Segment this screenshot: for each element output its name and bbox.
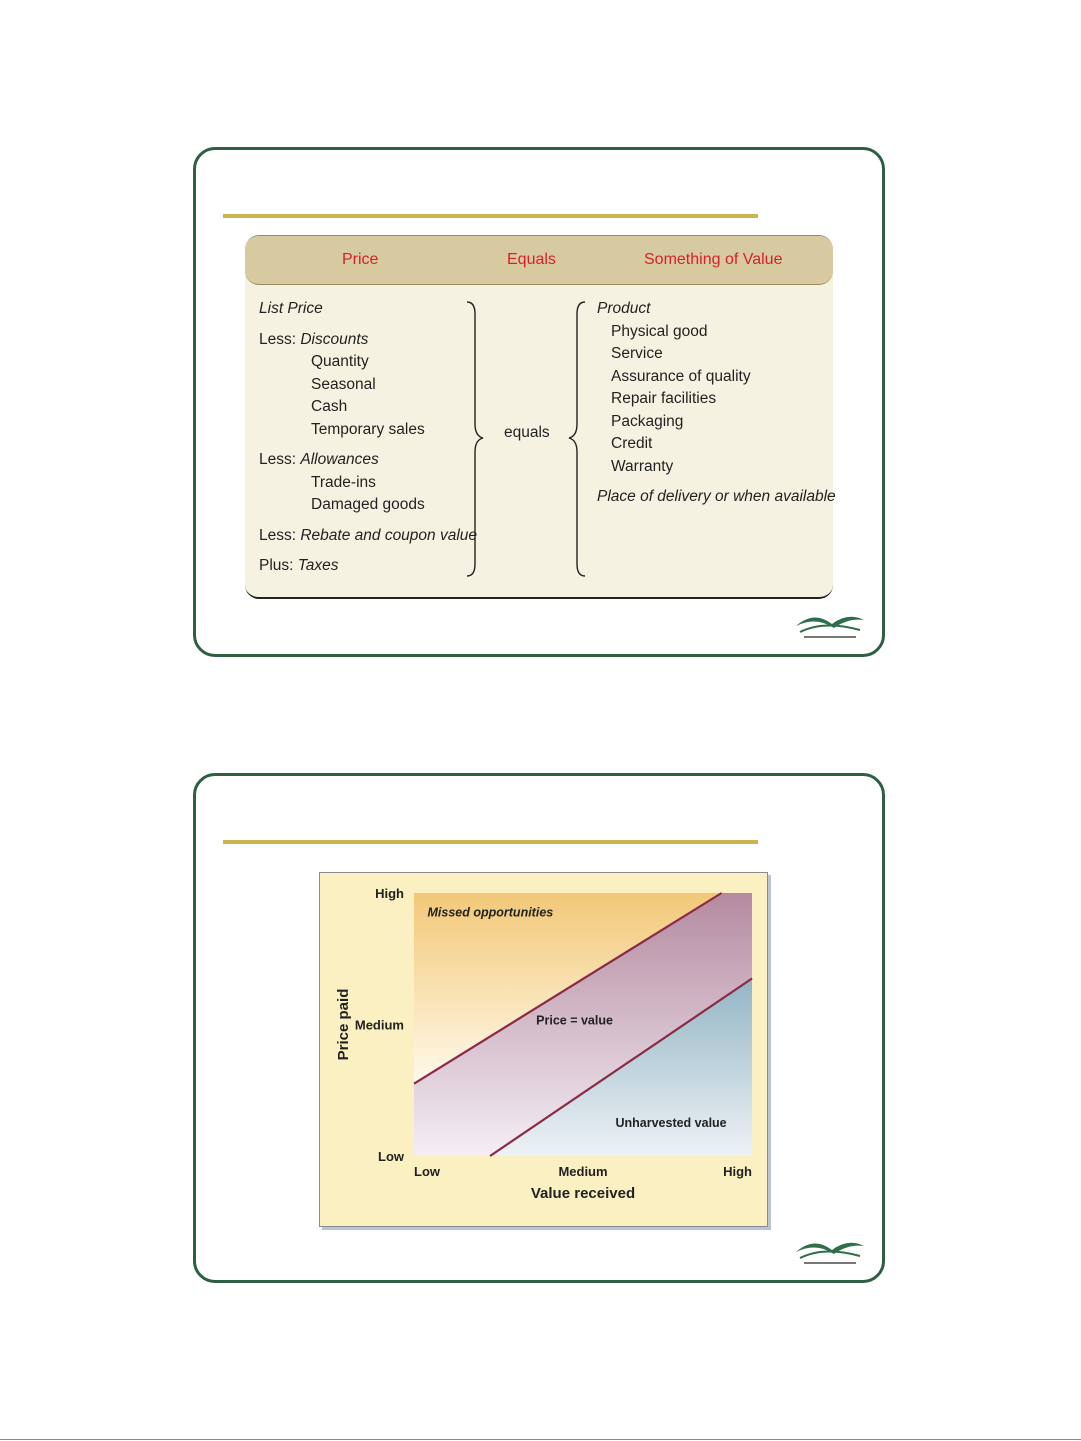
publisher-logo-icon (794, 1234, 866, 1268)
header-equals: Equals (507, 251, 556, 268)
region-label: Missed opportunities (427, 905, 554, 920)
less-label: Less: (259, 451, 301, 468)
list-price: List Price (259, 300, 323, 317)
x-tick-label: Medium (558, 1164, 608, 1179)
title-rule (223, 214, 758, 218)
left-brace-icon (567, 300, 587, 580)
allowances-line (259, 449, 477, 472)
allowance-item: Damaged goods (311, 496, 425, 513)
page-bottom-rule (0, 1439, 1081, 1440)
slide-price-equals-value (193, 147, 885, 657)
allowances-label: Allowances (300, 451, 379, 468)
plus-label: Plus: (259, 557, 298, 574)
y-axis-title: Price paid (335, 988, 352, 1061)
product-item: Packaging (611, 412, 684, 430)
region-label: Price = value (536, 1013, 613, 1028)
taxes-line (259, 555, 477, 578)
product-item: Warranty (611, 457, 674, 475)
rebate-label: Rebate and coupon value (300, 526, 478, 544)
price-components (259, 298, 477, 578)
y-tick-label: High (375, 886, 404, 901)
equals-text: equals (504, 424, 550, 441)
less-label: Less: (259, 330, 301, 348)
discount-item: Seasonal (311, 375, 376, 393)
product-item: Assurance of quality (611, 367, 751, 385)
discounts-line (259, 329, 477, 352)
rebate-line (259, 525, 477, 548)
header-something-of-value: Something of Value (644, 251, 783, 268)
right-brace-icon (465, 300, 485, 580)
x-axis-title: Value received (530, 1185, 636, 1202)
discount-item: Cash (311, 398, 348, 415)
chart-canvas (320, 873, 767, 1226)
title-rule (223, 840, 758, 844)
region-label: Unharvested value (615, 1116, 727, 1131)
taxes-label: Taxes (297, 557, 339, 574)
product-item: Credit (611, 435, 653, 452)
discount-item: Temporary sales (311, 420, 425, 438)
y-tick-label: Medium (354, 1017, 404, 1033)
x-tick-label: High (723, 1164, 752, 1179)
publisher-logo-icon (794, 608, 866, 642)
product-item: Service (611, 345, 663, 362)
table-header (245, 236, 833, 285)
product-item: Physical good (611, 322, 708, 340)
product-item: Repair facilities (611, 390, 717, 407)
y-tick-label: Low (378, 1149, 404, 1164)
discount-item: Quantity (311, 353, 369, 370)
price-value-chart (319, 872, 768, 1227)
product-label: Product (597, 300, 651, 317)
x-tick-label: Low (414, 1164, 440, 1179)
allowance-item: Trade-ins (311, 473, 376, 491)
price-value-table (245, 235, 836, 599)
discounts-label: Discounts (300, 330, 369, 348)
value-components (597, 298, 836, 509)
place-label: Place of delivery or when available (597, 488, 836, 505)
header-price: Price (342, 251, 379, 268)
less-label: Less: (259, 526, 301, 544)
slide-price-value-chart (193, 773, 885, 1283)
